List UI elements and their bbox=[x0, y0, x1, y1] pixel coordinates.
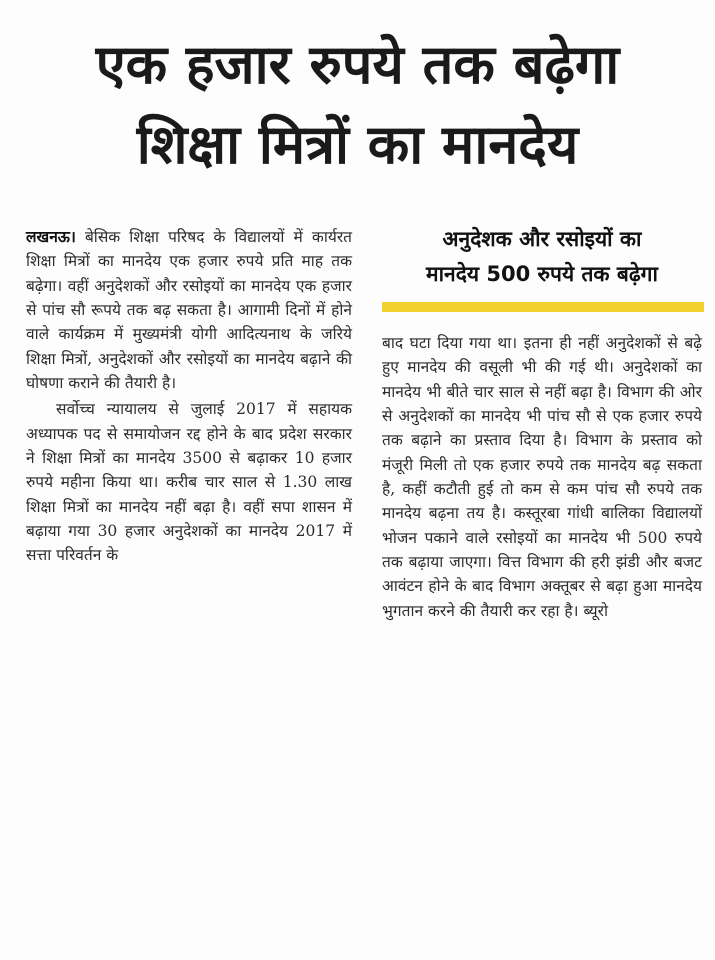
subheadline-line-2: मानदेय 500 रुपये तक बढ़ेगा bbox=[426, 262, 658, 286]
article-paragraph-2 bbox=[26, 397, 352, 567]
article-paragraph-3 bbox=[382, 331, 702, 623]
subheadline-line-1: अनुदेशक और रसोइयों का bbox=[442, 227, 642, 251]
article-paragraph-1 bbox=[26, 225, 352, 395]
headline-line-2: शिक्षा मित्रों का मानदेय bbox=[136, 113, 579, 176]
headline-line-1: एक हजार रुपये तक बढ़ेगा bbox=[95, 33, 620, 96]
byline: ब्यूरो bbox=[583, 601, 609, 620]
subheadline bbox=[382, 222, 702, 292]
paragraph-2-text: सर्वोच्च न्यायालय से जुलाई 2017 में सहायक अध्यापक पद से समायोजन रद्द होने के बाद प्रदेश सरकार ने शिक्षा मित्रों का मानदेय 3500 से बढ़ाकर 10 हजार रुपये महीना किया था। करीब चार साल से 1.30 लाख शिक्षा मित्रों का मानदेय नहीं बढ़ा है। वहीं सपा शासन में बढ़ाया गया 30 हजार अनुदेशकों का मानदेय 2017 में सत्ता परिवर्तन के bbox=[26, 400, 352, 565]
paragraph-3-text: बाद घटा दिया गया था। इतना ही नहीं अनुदेशकों से बढ़े हुए मानदेय की वसूली भी की गई थी। अनुदेशकों का मानदेय भी बीते चार साल से नहीं बढ़ा है। विभाग की ओर से अनुदेशकों का मानदेय भी पांच सौ से एक हजार रुपये तक बढ़ाने का प्रस्ताव दिया है। विभाग के प्रस्ताव को मंजूरी मिली तो एक हजार रुपये तक मानदेय बढ़ सकता है, कहीं कटौती हुई तो कम से कम पांच सौ रुपये तक मानदेय बढ़ना तय है। कस्तूरबा गांधी बालिका विद्यालयों भोजन पकाने वाले रसोइयों का मानदेय भी 500 रुपये तक बढ़ाया जाएगा। वित्त विभाग की हरी झंडी और बजट आवंटन होने के बाद विभाग अक्तूबर से बढ़ा हुआ मानदेय भुगतान करने की तैयारी कर रहा है। bbox=[382, 334, 702, 620]
paragraph-1-text: बेसिक शिक्षा परिषद के विद्यालयों में कार्यरत शिक्षा मित्रों का मानदेय एक हजार रुपये प्रति माह तक बढ़ेगा। वहीं अनुदेशकों और रसोइयों का मानदेय एक हजार से पांच सौ रूपये तक बढ़ सकता है। आगामी दिनों में होने वाले कार्यक्रम में मुख्यमंत्री योगी आदित्यनाथ के जरिये शिक्षा मित्रों, अनुदेशकों और रसोइयों का मानदेय बढ़ाने की घोषणा कराने की तैयारी है। bbox=[26, 228, 352, 392]
article-column-right bbox=[382, 331, 702, 623]
accent-bar bbox=[382, 302, 704, 312]
dateline: लखनऊ। bbox=[26, 228, 76, 246]
article-column-left bbox=[26, 225, 352, 568]
